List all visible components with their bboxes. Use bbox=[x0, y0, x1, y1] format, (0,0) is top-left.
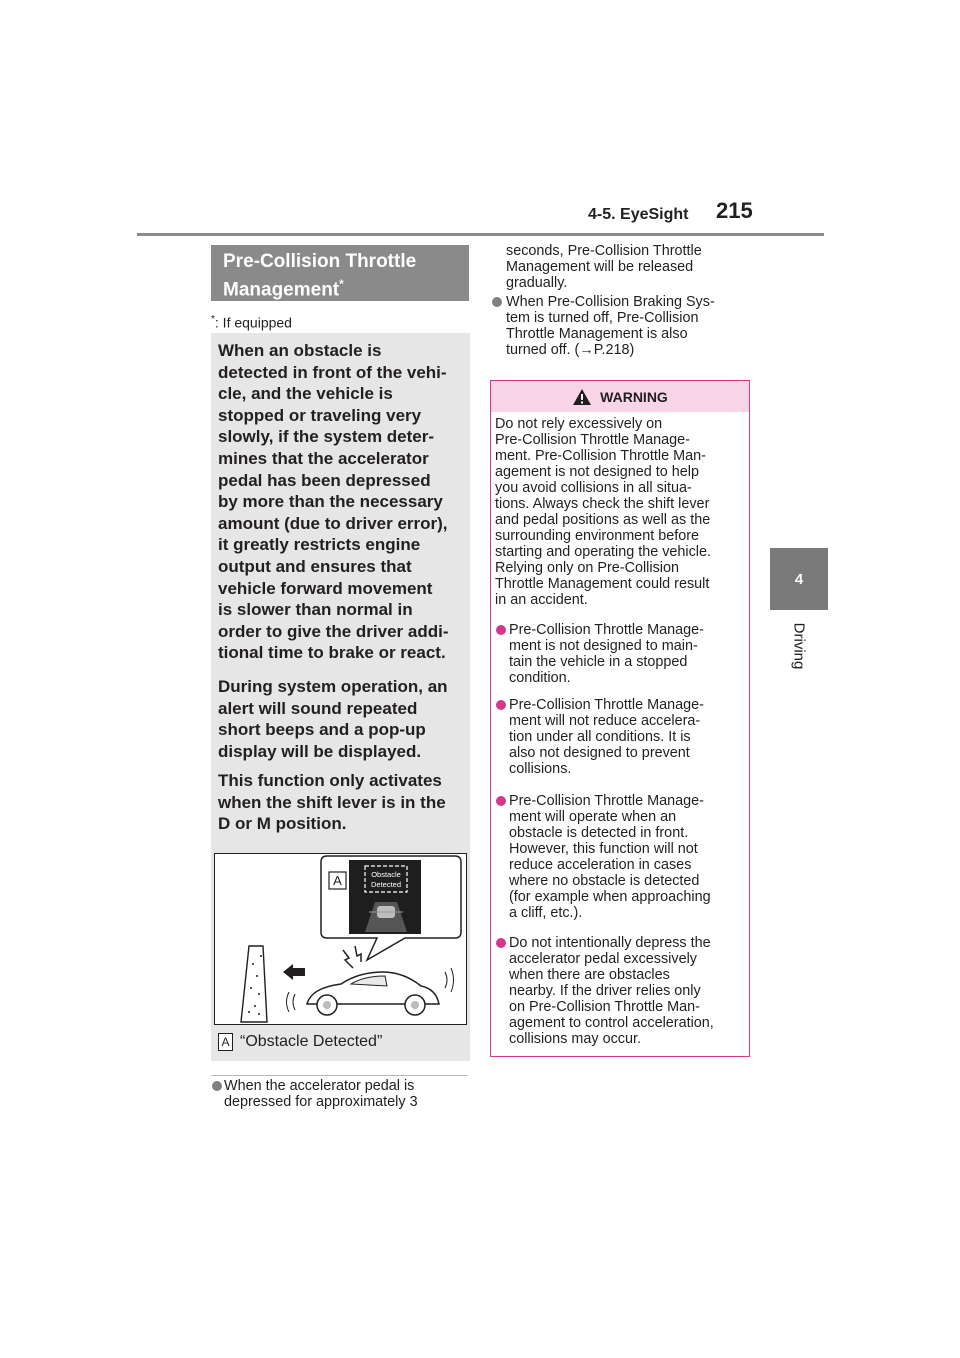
summary-paragraph-3 bbox=[218, 770, 466, 835]
section-title-banner bbox=[211, 245, 469, 301]
text-line: Pre-Collision Throttle Manage- bbox=[509, 622, 704, 638]
arrow-left-icon bbox=[283, 964, 305, 980]
text-line: tain the vehicle in a stopped bbox=[509, 654, 688, 670]
text-line: detected in front of the vehi- bbox=[218, 362, 447, 382]
text-line: where no obstacle is detected bbox=[509, 873, 700, 889]
warning-bullet-3 bbox=[509, 793, 711, 921]
warning-bullet-2 bbox=[509, 697, 704, 777]
header-section-title: 4-5. EyeSight bbox=[588, 206, 689, 223]
text-line: agement is not designed to help bbox=[495, 464, 700, 480]
note-2 bbox=[506, 294, 715, 358]
caption-divider bbox=[211, 1075, 468, 1076]
text-line: by more than the necessary bbox=[218, 492, 443, 512]
bullet-icon bbox=[496, 938, 506, 948]
text-line: Do not intentionally depress the bbox=[509, 935, 711, 951]
text-line: During system operation, an bbox=[218, 677, 448, 696]
text-line: in an accident. bbox=[495, 592, 588, 608]
text-line: stopped or traveling very bbox=[218, 405, 422, 425]
text-line: Do not rely excessively on bbox=[495, 416, 663, 432]
text-line: gradually. bbox=[506, 275, 568, 291]
text-line: agement to control acceleration, bbox=[509, 1015, 714, 1031]
wall-icon bbox=[241, 946, 267, 1022]
text-line: also not designed to prevent bbox=[509, 745, 690, 761]
text-line: D or M position. bbox=[218, 814, 347, 834]
text-line: ment is not designed to main- bbox=[509, 638, 698, 654]
display-text-line2: Detected bbox=[370, 880, 402, 889]
bullet-icon bbox=[496, 796, 506, 806]
warning-header bbox=[491, 381, 749, 412]
footnote-mark: * bbox=[211, 314, 215, 325]
text-line: tional time to brake or react. bbox=[218, 643, 446, 663]
header-divider bbox=[137, 233, 824, 236]
text-line: tem is turned off, Pre-Collision bbox=[506, 310, 699, 326]
text-line: short beeps and a pop-up bbox=[218, 720, 426, 740]
bullet-icon bbox=[496, 700, 506, 710]
text-line: When the accelerator pedal is bbox=[224, 1078, 415, 1094]
bullet-icon bbox=[496, 625, 506, 635]
warning-triangle-icon bbox=[572, 388, 592, 406]
summary-paragraph-2 bbox=[218, 676, 466, 762]
text-line: Throttle Management is also bbox=[506, 326, 688, 342]
text-line: Throttle Management could result bbox=[495, 576, 710, 592]
text-line: cle, and the vehicle is bbox=[218, 384, 393, 404]
text-line: reduce acceleration in cases bbox=[509, 857, 692, 873]
text-line: collisions may occur. bbox=[509, 1031, 641, 1047]
bullet-icon bbox=[492, 297, 502, 307]
text-line: amount (due to driver error), bbox=[218, 513, 448, 533]
warning-intro bbox=[495, 416, 711, 608]
footnote bbox=[211, 314, 292, 331]
display-text-line1: Obstacle bbox=[371, 870, 401, 879]
text-line: a cliff, etc.). bbox=[509, 905, 583, 921]
illustration-panel bbox=[214, 853, 467, 1025]
label-a: A bbox=[333, 873, 342, 888]
text-line: order to give the driver addi- bbox=[218, 621, 449, 641]
text-line: display will be displayed. bbox=[218, 741, 422, 761]
text-line: seconds, Pre-Collision Throttle bbox=[506, 243, 702, 259]
figure-caption bbox=[218, 1033, 382, 1051]
chapter-tab-label bbox=[770, 616, 828, 676]
bullet-icon bbox=[212, 1081, 222, 1091]
text-line: when the shift lever is in the bbox=[218, 792, 446, 812]
text-line: starting and operating the vehicle. bbox=[495, 544, 712, 560]
text-line: When an obstacle is bbox=[218, 341, 382, 360]
text-line: it greatly restricts engine bbox=[218, 535, 421, 555]
text-line: mines that the accelerator bbox=[218, 448, 429, 468]
section-title-line2: Management bbox=[223, 279, 340, 301]
note-1-continued bbox=[506, 243, 702, 291]
text-line: However, this function will not bbox=[509, 841, 698, 857]
text-line: you avoid collisions in all situa- bbox=[495, 480, 692, 496]
section-title-line1: Pre-Collision Throttle bbox=[223, 251, 417, 272]
summary-paragraph-1 bbox=[218, 340, 466, 664]
text-line: Management will be released bbox=[506, 259, 694, 275]
text-line: on Pre-Collision Throttle Man- bbox=[509, 999, 700, 1015]
text-line: This function only activates bbox=[218, 771, 442, 790]
text-line: Relying only on Pre-Collision bbox=[495, 560, 679, 576]
text-line: slowly, if the system deter- bbox=[218, 427, 435, 447]
alert-icon bbox=[343, 946, 361, 968]
text-line: depressed for approximately 3 bbox=[224, 1094, 418, 1110]
text-line: Pre-Collision Throttle Manage- bbox=[509, 793, 704, 809]
text-line: accelerator pedal excessively bbox=[509, 951, 697, 967]
chapter-tab-label-text: Driving bbox=[790, 622, 808, 670]
text-line: tions. Always check the shift lever bbox=[495, 496, 710, 512]
text-line: ment will not reduce accelera- bbox=[509, 713, 701, 729]
chapter-tab-number: 4 bbox=[770, 548, 828, 610]
text-line: when there are obstacles bbox=[509, 967, 670, 983]
text-line: is slower than normal in bbox=[218, 600, 413, 620]
text-line: ment will operate when an bbox=[509, 809, 677, 825]
footnote-text: : If equipped bbox=[214, 314, 292, 331]
text-line: ment. Pre-Collision Throttle Man- bbox=[495, 448, 706, 464]
obstacle-detected-illustration bbox=[215, 854, 466, 1024]
text-line: Pre-Collision Throttle Manage- bbox=[509, 697, 704, 713]
caption-text: “Obstacle Detected” bbox=[240, 1033, 383, 1050]
section-title-mark: * bbox=[339, 277, 344, 291]
warning-bullet-1 bbox=[509, 622, 704, 686]
caption-tag: A bbox=[218, 1033, 233, 1051]
text-line: collisions. bbox=[509, 761, 572, 777]
text-line: alert will sound repeated bbox=[218, 698, 418, 718]
text-line: nearby. If the driver relies only bbox=[509, 983, 701, 999]
text-line: (for example when approaching bbox=[509, 889, 711, 905]
warning-title: WARNING bbox=[600, 388, 668, 405]
page-number: 215 bbox=[716, 198, 753, 223]
text-line: pedal has been depressed bbox=[218, 470, 431, 490]
note-1-start bbox=[224, 1078, 418, 1110]
text-line: tion under all conditions. It is bbox=[509, 729, 691, 745]
text-line: output and ensures that bbox=[218, 556, 412, 576]
text-line: Pre-Collision Throttle Manage- bbox=[495, 432, 690, 448]
car-icon bbox=[287, 968, 454, 1015]
text-line: condition. bbox=[509, 670, 571, 686]
text-line: vehicle forward movement bbox=[218, 578, 433, 598]
text-line: surrounding environment before bbox=[495, 528, 699, 544]
text-line: When Pre-Collision Braking Sys- bbox=[506, 294, 715, 310]
text-line: obstacle is detected in front. bbox=[509, 825, 689, 841]
text-line: and pedal positions as well as the bbox=[495, 512, 711, 528]
warning-bullet-4 bbox=[509, 935, 714, 1047]
text-line: turned off. (→P.218) bbox=[506, 342, 635, 358]
